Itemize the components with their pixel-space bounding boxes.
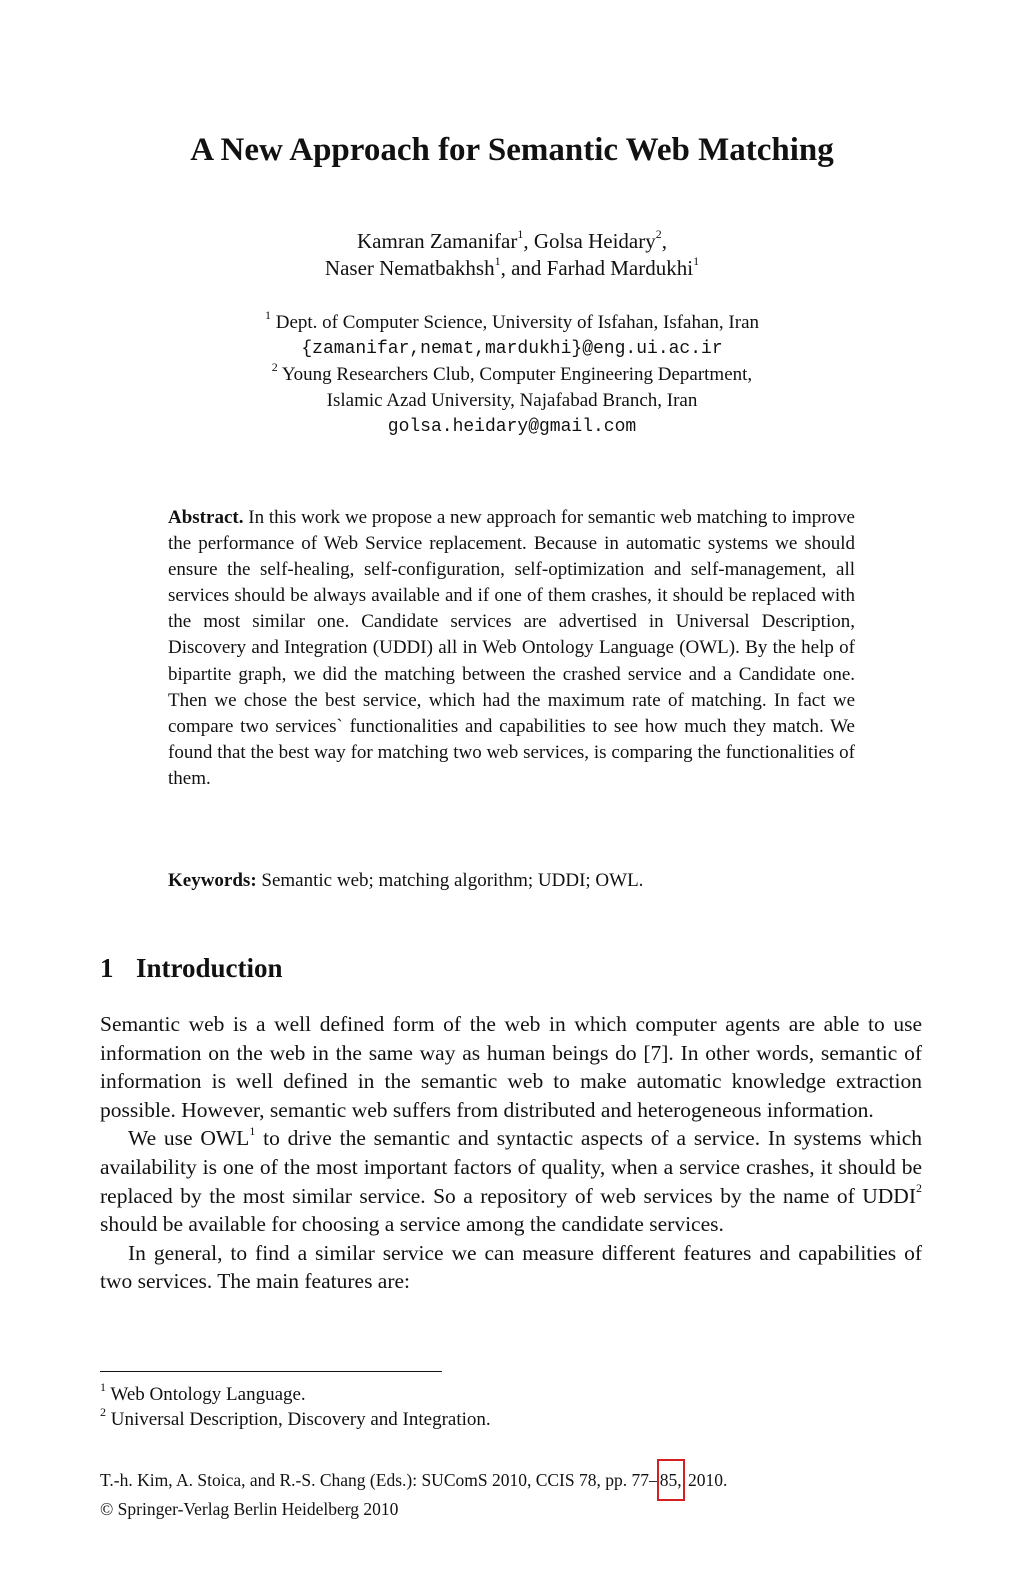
keywords-label: Keywords: [168,870,257,891]
citation-text: 2010. [683,1470,728,1490]
paragraph-text: to drive the semantic and syntactic aspects of a service. In systems which availability is one of the most important factors of quality, when a service crashes, it should be replaced by the most similar service. So a repository of web services by the name of UDDI [100,1126,922,1208]
paragraph-1: Semantic web is a well defined form of the web in which computer agents are able to use information on the web in the same way as human beings do [7]. In other words, semantic of information is well defined in the semantic web to make automatic knowledge extraction possible. However, semantic web suffers from distributed and heterogeneous information. [100,1012,922,1122]
paragraph-3: In general, to find a similar service we can measure different features and capabilities of two services. The main features are: [100,1240,922,1294]
author-line-2 [0,255,1024,282]
copyright-line: © Springer-Verlag Berlin Heidelberg 2010 [100,1499,399,1519]
section-body [100,1010,922,1296]
author-affil-marker: 2 [655,227,662,241]
paragraph-text: should be available for choosing a service among the candidate services. [100,1212,724,1237]
author-affil-marker: 1 [693,254,700,268]
paragraph-2 [100,1124,922,1238]
paragraph-text: We use OWL [128,1126,250,1151]
citation-block [100,1462,922,1520]
footnote-number: 1 [100,1379,106,1394]
author-list [0,228,1024,282]
footnote-text: Universal Description, Discovery and Integration. [106,1409,491,1430]
affiliation-1 [0,307,1024,336]
footnote-marker: 1 [249,1124,256,1139]
citation-text: T.-h. Kim, A. Stoica, and R.-S. Chang (Eds.): SUComS 2010, CCIS 78, pp. 77– [100,1470,658,1490]
abstract-label: Abstract. [168,507,244,528]
author-affil-marker: 1 [494,254,501,268]
email-1: {zamanifar,nemat,mardukhi}@eng.ui.ac.ir [301,339,723,359]
footnote-2 [100,1404,922,1432]
paper-title: A New Approach for Semantic Web Matching [190,132,834,168]
author-line-1 [0,228,1024,255]
citation-line-1 [100,1462,922,1498]
footnote-divider [100,1371,442,1372]
author-name: , Golsa Heidary [523,229,656,253]
section-title: Introduction [136,953,283,983]
affiliation-text: Young Researchers Club, Computer Engineering Department, [277,364,753,385]
affiliation-marker: 2 [271,359,278,374]
author-affil-marker: 1 [517,227,524,241]
email-2: golsa.heidary@gmail.com [387,417,637,437]
keywords-text: Semantic web; matching algorithm; UDDI; OWL. [261,870,644,891]
keywords [168,868,855,894]
affiliation-2 [0,359,1024,388]
affiliation-text: Dept. of Computer Science, University of Isfahan, Isfahan, Iran [270,312,760,333]
footnote-marker: 2 [916,1181,922,1196]
abstract [168,505,855,792]
author-separator: , [661,229,667,253]
footnotes [100,1379,922,1432]
section-number: 1 [100,953,114,983]
affiliations [0,307,1024,440]
affiliation-marker: 1 [264,307,271,322]
author-name: Naser Nematbakhsh [324,256,495,280]
section-heading-introduction [100,953,283,984]
author-name: , and Farhad Mardukhi [500,256,694,280]
abstract-text: In this work we propose a new approach for semantic web matching to improve the performance of Web Service replacement. Because in automatic systems we should ensure the self-healing, self-configuration, self-optimization and self-management, all services should be always available and if one of them crashes, it should be replaced with the most similar one. Candidate services are advertised in Universal Description, Discovery and Integration (UDDI) all in Web Ontology Language (OWL). By the help of bipartite graph, we did the matching between the crashed service and a Candidate one. Then we chose the best service, which had the maximum rate of matching. In fact we compare two services` functionalities and capabilities to see how much they match. We found that the best way for matching two web services, is comparing the functionalities of them. [168,507,855,789]
footnote-number: 2 [100,1404,106,1419]
page-range-highlight: 85, [657,1459,685,1501]
affiliation-2-line-2: Islamic Azad University, Najafabad Branch, Iran [326,390,698,411]
author-name: Kamran Zamanifar [357,229,518,253]
footnote-1 [100,1379,922,1407]
footnote-text: Web Ontology Language. [106,1384,306,1405]
